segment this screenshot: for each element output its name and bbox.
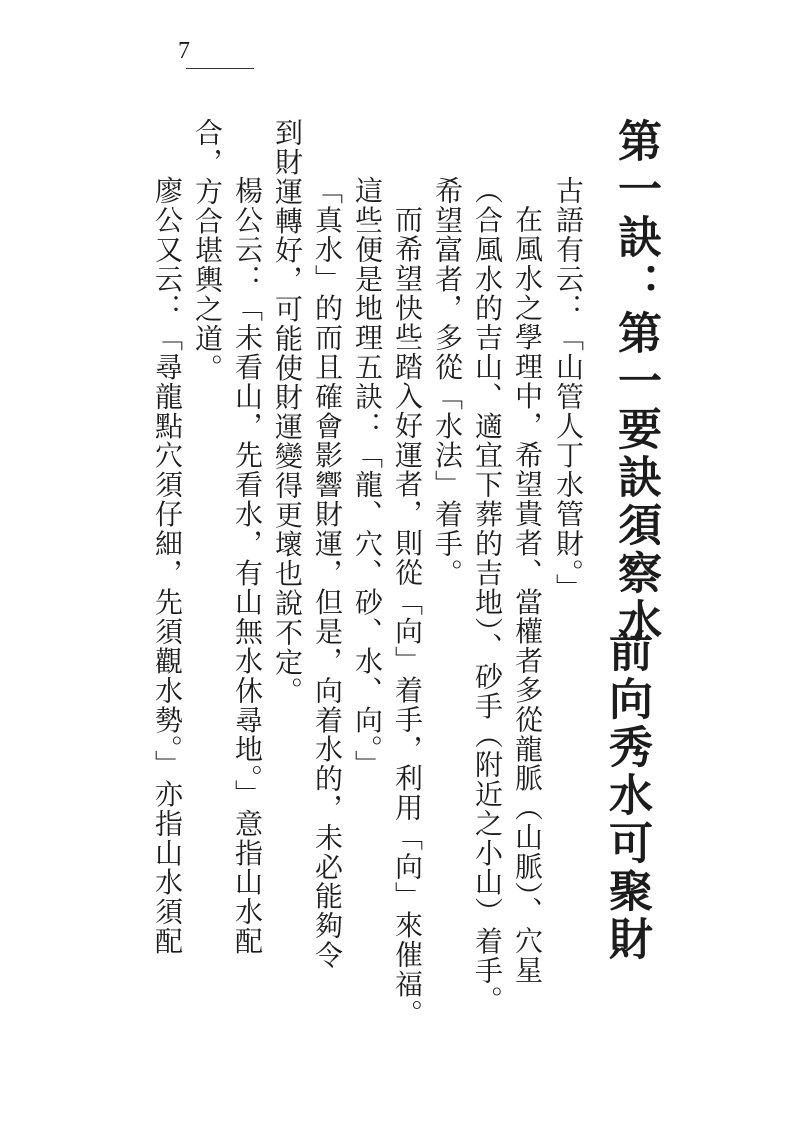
body-column-10: 合，方合堪輿之道。	[191, 118, 224, 383]
body-column-7: 「真水」的而且確會影響財運，但是，向着水的，未必能夠令	[311, 176, 344, 970]
body-column-4: 希望富者，多從「水法」着手。	[431, 176, 464, 588]
body-column-5: 而希望快些踏入好運者，則從「向」着手，利用「向」來催福。	[391, 205, 424, 1029]
body-column-6: 這些便是地理五訣：「龍、穴、砂、水、向。」	[351, 176, 384, 780]
page-number: 7	[178, 38, 190, 64]
body-column-3: （合風水的吉山、適宜下葬的吉地）、砂手（附近之小山）着手。	[471, 176, 504, 1015]
body-column-11: 廖公又云：「尋龍點穴須仔細，先須觀水勢。」亦指山水須配	[151, 176, 184, 956]
body-column-1: 古語有云：「山管人丁水管財。」	[552, 176, 585, 603]
body-column-9: 楊公云：「未看山，先看水，有山無水休尋地。」意指山水配	[231, 176, 264, 956]
body-column-8: 到財運轉好，可能使財運變得更壞也說不定。	[271, 118, 304, 706]
chapter-title-part1: 第一訣：第一要訣須察水	[610, 118, 661, 646]
page-number-rule	[186, 68, 254, 69]
chapter-title-part2: 前向秀水可聚財	[601, 628, 652, 964]
body-column-2: 在風水之學理中，希望貴者、當權者多從龍脈（山脈）、穴星	[511, 205, 544, 985]
